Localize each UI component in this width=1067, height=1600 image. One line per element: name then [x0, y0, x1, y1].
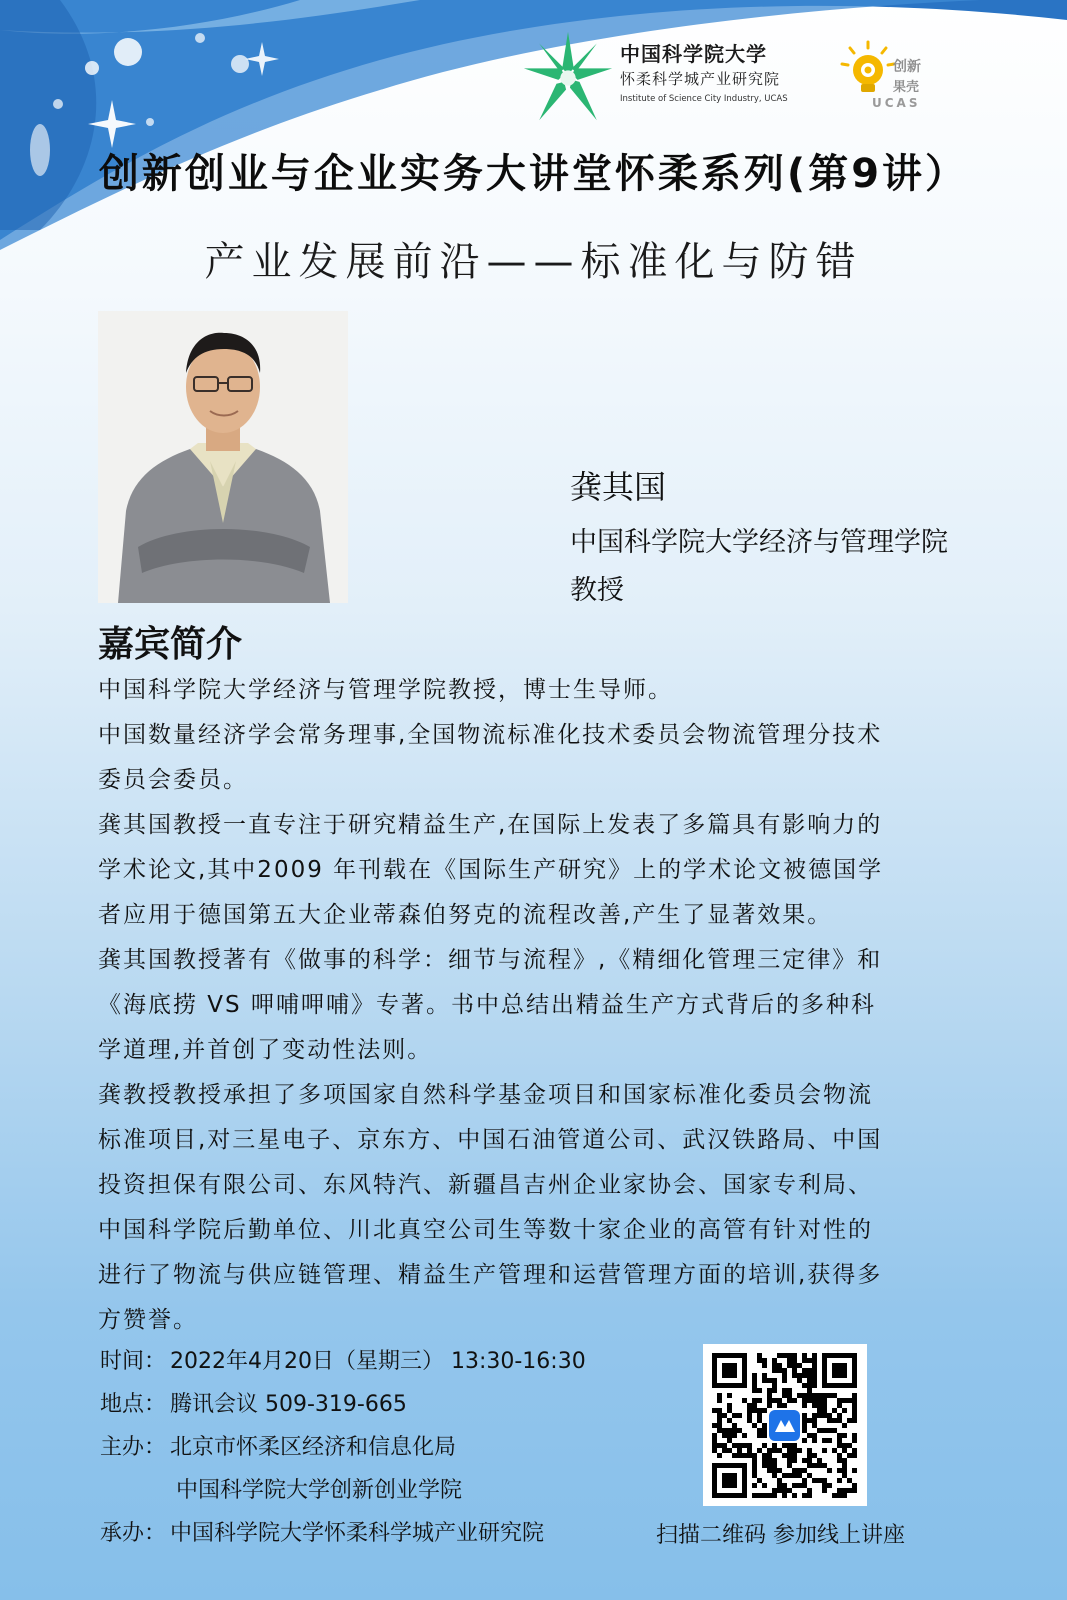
- bio-line: 《海底捞 VS 呷哺呷哺》专著。书中总结出精益生产方式背后的多种科: [98, 992, 876, 1018]
- event-organizer: [100, 1512, 660, 1555]
- innovation-logo: [838, 40, 948, 108]
- location-label: 地点：: [100, 1392, 167, 1417]
- innovation-logo-english: UCAS: [872, 96, 921, 110]
- ucas-logo: [520, 30, 810, 110]
- speaker-position: 教授: [570, 575, 624, 606]
- ucas-english-name: Institute of Science City Industry, UCAS: [620, 94, 788, 104]
- bio-line: 投资担保有限公司、东风特汽、新疆昌吉州企业家协会、国家专利局、: [98, 1172, 873, 1198]
- bio-line: 进行了物流与供应链管理、精益生产管理和运营管理方面的培训,获得多: [98, 1262, 883, 1288]
- qr-code[interactable]: [703, 1344, 867, 1506]
- organizer-label: 承办：: [100, 1521, 167, 1546]
- bio-line: 龚其国教授一直专注于研究精益生产,在国际上发表了多篇具有影响力的: [98, 812, 883, 838]
- bio-line: 龚其国教授著有《做事的科学：细节与流程》,《精细化管理三定律》和: [98, 947, 883, 973]
- bio-line: 标准项目,对三星电子、京东方、中国石油管道公司、武汉铁路局、中国: [98, 1127, 883, 1153]
- time-value: 2022年4月20日（星期三） 13:30-16:30: [170, 1349, 586, 1374]
- bio-line: 委员会委员。: [98, 767, 248, 793]
- bio-line: 学术论文,其中2009 年刊载在《国际生产研究》上的学术论文被德国学: [98, 857, 884, 883]
- bio-text: [98, 668, 978, 1343]
- ucas-institute-name: 怀柔科学城产业研究院: [620, 70, 781, 88]
- speaker-name: 龚其国: [570, 468, 667, 506]
- event-host: [100, 1426, 660, 1469]
- location-value: 腾讯会议 509-319-665: [170, 1392, 407, 1417]
- time-label: 时间：: [100, 1349, 167, 1374]
- ucas-name: 中国科学院大学: [620, 42, 767, 66]
- lecture-title: 创新创业与企业实务大讲堂怀柔系列(第9讲）: [98, 151, 969, 197]
- bio-line: 方赞誉。: [98, 1307, 198, 1333]
- speaker-portrait-image: [98, 311, 348, 603]
- host-label: 主办：: [100, 1435, 167, 1460]
- bio-heading: 嘉宾简介: [98, 624, 243, 665]
- innovation-logo-text-1: 创新: [893, 59, 921, 75]
- speaker-photo: [98, 311, 348, 603]
- event-host-2: [100, 1469, 660, 1512]
- qr-caption: 扫描二维码 参加线上讲座: [656, 1523, 905, 1548]
- organizer-value: 中国科学院大学怀柔科学城产业研究院: [170, 1521, 545, 1546]
- bio-line: 者应用于德国第五大企业蒂森伯努克的流程改善,产生了显著效果。: [98, 902, 833, 928]
- innovation-logo-text-2: 果壳: [893, 80, 920, 95]
- star-logo-icon: [520, 30, 616, 126]
- event-time: [100, 1340, 660, 1383]
- bio-line: 中国数量经济学会常务理事,全国物流标准化技术委员会物流管理分技术: [98, 722, 883, 748]
- qr-code-image[interactable]: [703, 1344, 867, 1506]
- event-location: [100, 1383, 660, 1426]
- bio-line: 中国科学院后勤单位、川北真空公司生等数十家企业的高管有针对性的: [98, 1217, 873, 1243]
- host-value-2: 中国科学院大学创新创业学院: [176, 1478, 463, 1503]
- lecture-subtitle: 产业发展前沿——标准化与防错: [204, 239, 863, 285]
- bio-line: 学道理,并首创了变动性法则。: [98, 1037, 433, 1063]
- bio-line: 龚教授教授承担了多项国家自然科学基金项目和国家标准化委员会物流: [98, 1082, 873, 1108]
- event-info: [100, 1340, 660, 1555]
- host-value-1: 北京市怀柔区经济和信息化局: [170, 1435, 457, 1460]
- speaker-organization: 中国科学院大学经济与管理学院: [570, 527, 948, 558]
- bio-line: 中国科学院大学经济与管理学院教授，博士生导师。: [98, 677, 673, 703]
